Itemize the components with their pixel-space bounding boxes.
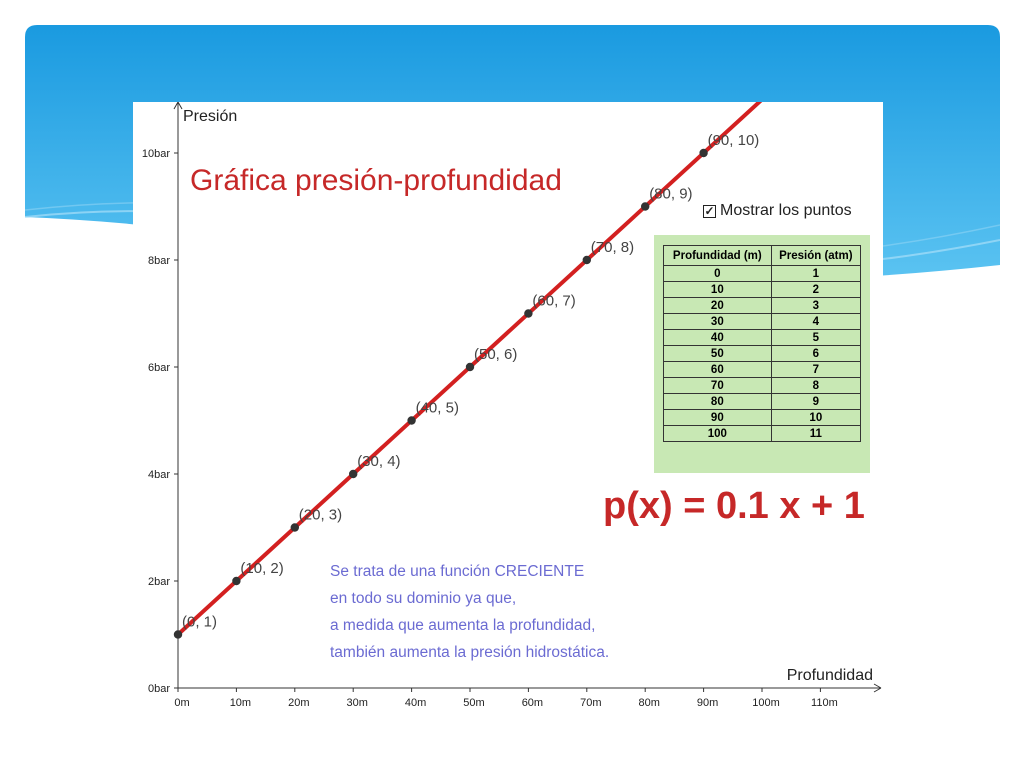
data-point[interactable] bbox=[232, 577, 240, 585]
table-row bbox=[664, 298, 861, 314]
table-cell-pressure: 3 bbox=[771, 298, 860, 314]
table-header-depth: Profundidad (m) bbox=[664, 246, 772, 266]
x-tick-label: 50m bbox=[463, 697, 485, 709]
x-tick-label: 20m bbox=[288, 697, 310, 709]
x-axis-label: Profundidad bbox=[786, 667, 873, 684]
table-cell-depth: 80 bbox=[664, 394, 772, 410]
table-cell-pressure: 5 bbox=[771, 330, 860, 346]
y-axis-label: Presión bbox=[183, 108, 238, 125]
x-tick-label: 40m bbox=[404, 697, 427, 709]
table-cell-pressure: 10 bbox=[771, 410, 860, 426]
note-line: también aumenta la presión hidrostática. bbox=[330, 644, 610, 661]
data-point[interactable] bbox=[174, 630, 182, 638]
table-row bbox=[664, 410, 861, 426]
table-row bbox=[664, 330, 861, 346]
checkbox-checked-icon[interactable]: ✓ bbox=[704, 204, 715, 218]
table-cell-depth: 70 bbox=[664, 378, 772, 394]
y-tick-label: 2bar bbox=[147, 576, 170, 588]
y-tick-label: 10bar bbox=[141, 148, 170, 160]
table-cell-depth: 90 bbox=[664, 410, 772, 426]
table-row bbox=[664, 362, 861, 378]
note-line: a medida que aumenta la profundidad, bbox=[330, 617, 596, 634]
data-point[interactable] bbox=[291, 523, 299, 531]
data-point[interactable] bbox=[466, 363, 474, 371]
table-row bbox=[664, 314, 861, 330]
table-cell-depth: 60 bbox=[664, 362, 772, 378]
x-tick-label: 60m bbox=[521, 697, 544, 709]
table-cell-pressure: 7 bbox=[771, 362, 860, 378]
data-point-label: (30, 4) bbox=[357, 453, 401, 470]
x-tick-label: 0m bbox=[174, 697, 190, 709]
note-line: Se trata de una función CRECIENTE bbox=[330, 563, 585, 580]
table-row bbox=[664, 426, 861, 442]
data-point-label: (20, 3) bbox=[298, 506, 343, 524]
data-point-label: (70, 8) bbox=[590, 239, 635, 256]
table-row bbox=[664, 266, 861, 282]
table-row bbox=[664, 282, 861, 298]
data-point-label: (80, 9) bbox=[649, 185, 693, 203]
table-cell-depth: 40 bbox=[664, 330, 772, 346]
x-tick-label: 80m bbox=[638, 697, 660, 709]
data-table bbox=[663, 245, 861, 442]
note-line: en todo su dominio ya que, bbox=[330, 590, 517, 607]
x-tick-label: 90m bbox=[696, 697, 719, 709]
table-cell-depth: 100 bbox=[664, 426, 772, 442]
data-table-panel bbox=[654, 235, 870, 473]
data-point-label: (10, 2) bbox=[240, 560, 284, 577]
data-point-label: (90, 10) bbox=[707, 132, 760, 149]
x-tick-label: 10m bbox=[229, 697, 252, 709]
y-tick-label: 0bar bbox=[147, 683, 170, 695]
data-point[interactable] bbox=[699, 149, 707, 157]
table-cell-pressure: 4 bbox=[771, 314, 860, 330]
note-text bbox=[330, 558, 650, 666]
table-cell-depth: 10 bbox=[664, 282, 772, 298]
data-point-label: (40, 5) bbox=[415, 399, 459, 417]
data-point[interactable] bbox=[349, 470, 357, 478]
table-cell-pressure: 1 bbox=[771, 266, 860, 282]
x-tick-label: 30m bbox=[346, 697, 368, 709]
chart-panel bbox=[133, 102, 883, 714]
table-cell-pressure: 2 bbox=[771, 282, 860, 298]
x-tick-label: 70m bbox=[580, 697, 602, 709]
table-cell-pressure: 8 bbox=[771, 378, 860, 394]
show-points-label: Mostrar los puntos bbox=[720, 202, 852, 219]
show-points-checkbox[interactable] bbox=[703, 202, 852, 220]
data-point[interactable] bbox=[583, 256, 591, 264]
data-point[interactable] bbox=[407, 416, 415, 424]
table-cell-depth: 50 bbox=[664, 346, 772, 362]
y-tick-label: 4bar bbox=[147, 469, 170, 481]
y-tick-label: 8bar bbox=[147, 255, 170, 267]
data-point[interactable] bbox=[641, 202, 649, 210]
table-cell-pressure: 9 bbox=[771, 394, 860, 410]
table-row bbox=[664, 378, 861, 394]
data-point-label: (0, 1) bbox=[182, 613, 218, 631]
x-tick-label: 110m bbox=[811, 697, 838, 709]
table-cell-pressure: 6 bbox=[771, 346, 860, 362]
data-point-label: (60, 7) bbox=[532, 292, 576, 310]
data-point[interactable] bbox=[524, 309, 532, 317]
table-header-pressure: Presión (atm) bbox=[771, 246, 860, 266]
table-cell-depth: 30 bbox=[664, 314, 772, 330]
formula: p(x) = 0.1 x + 1 bbox=[603, 485, 865, 527]
data-point-label: (50, 6) bbox=[474, 346, 518, 363]
table-cell-depth: 20 bbox=[664, 298, 772, 314]
table-cell-depth: 0 bbox=[664, 266, 772, 282]
x-tick-label: 100m bbox=[752, 697, 780, 709]
table-row bbox=[664, 394, 861, 410]
table-header-row bbox=[664, 246, 861, 266]
table-cell-pressure: 11 bbox=[771, 426, 860, 442]
chart-title: Gráfica presión-profundidad bbox=[190, 164, 562, 197]
table-row bbox=[664, 346, 861, 362]
y-tick-label: 6bar bbox=[147, 362, 170, 374]
